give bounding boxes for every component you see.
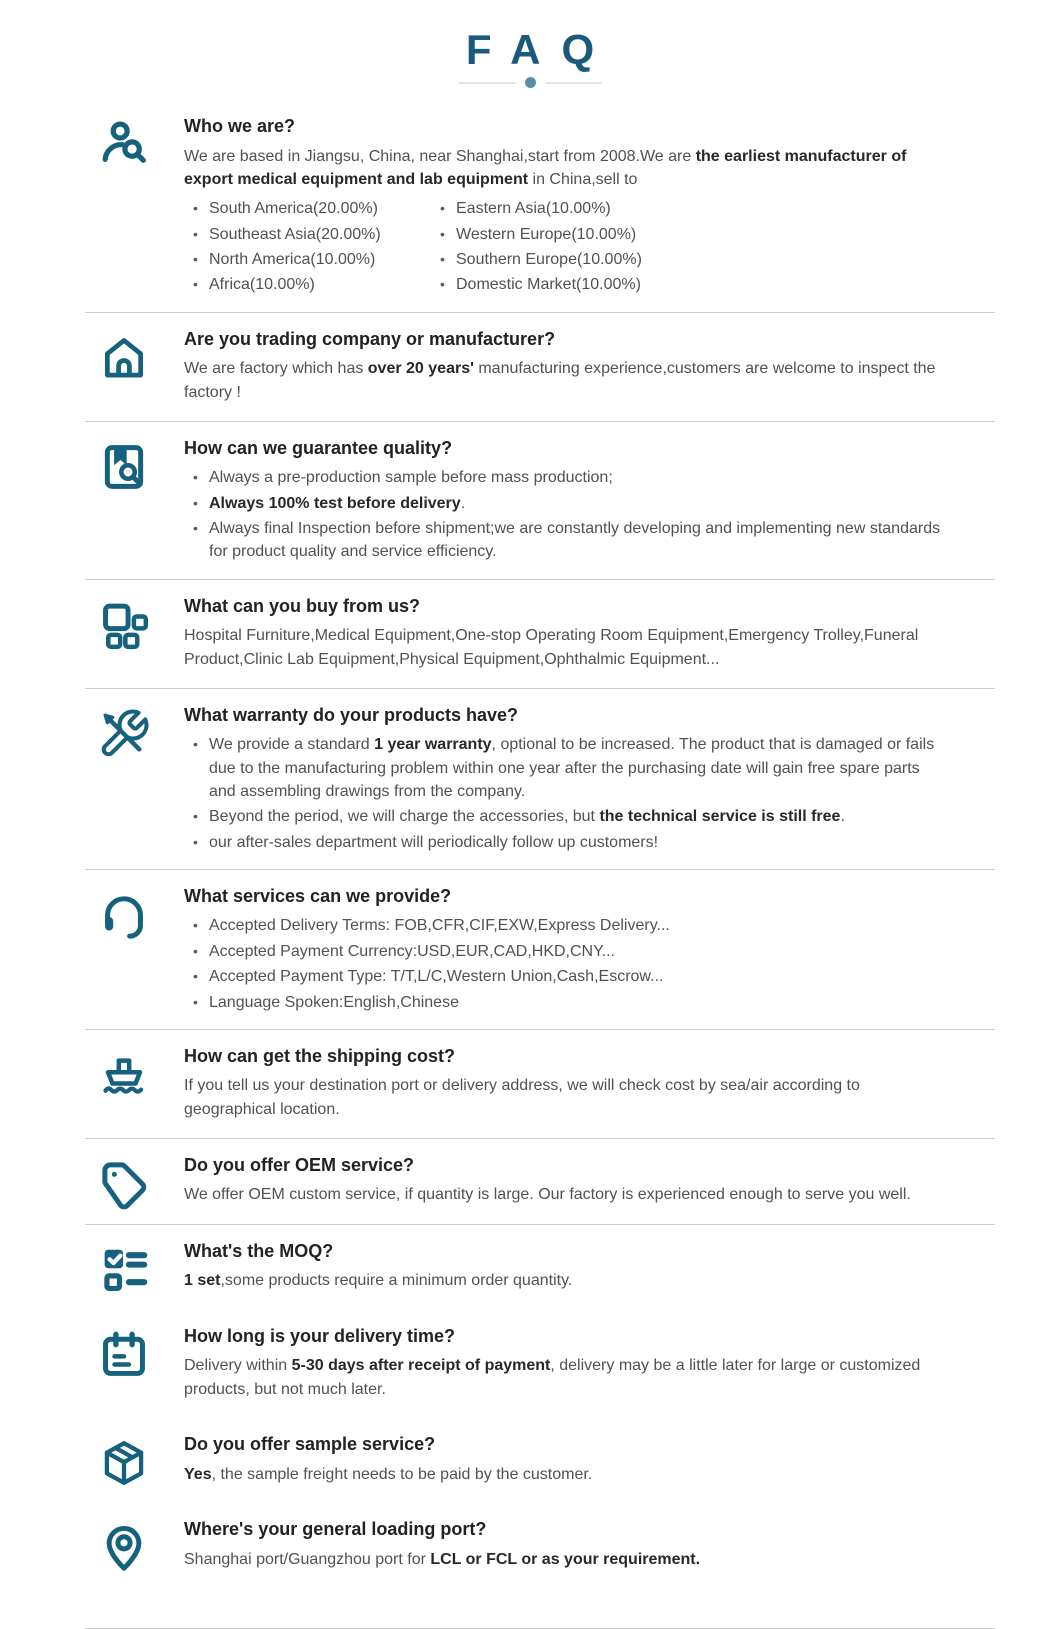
bullet-item: [193, 914, 948, 937]
section-icon-column: [97, 1325, 184, 1405]
bullet-item: [193, 991, 948, 1014]
answer-paragraph: [184, 1354, 948, 1401]
text: , optional to be increased. The product that is damaged or fails due to the manufacturing problem within one year after the purchasing date will gain free spare parts and assembling drawings from the company.: [209, 736, 935, 800]
bullet-item: [193, 248, 431, 271]
answer-paragraph: [184, 145, 948, 192]
home-icon: [97, 331, 151, 385]
bullet-columns: [184, 197, 948, 298]
section-text-column: [184, 885, 948, 1016]
bold-text: Yes: [184, 1465, 212, 1483]
text: Accepted Payment Type: T/T,L/C,Western Union,Cash,Escrow...: [209, 968, 664, 986]
text: Africa(10.00%): [209, 276, 315, 294]
question-title: What warranty do your products have?: [184, 704, 519, 725]
package-icon: [97, 1436, 151, 1490]
section-body: [184, 733, 948, 854]
faq-header: [0, 26, 1060, 88]
text: Accepted Delivery Terms: FOB,CFR,CIF,EXW,Express Delivery...: [209, 917, 670, 935]
section-body: [184, 1074, 948, 1121]
question-title: Who we are?: [184, 116, 296, 137]
text: Language Spoken:English,Chinese: [209, 993, 459, 1011]
text: If you tell us your destination port or delivery address, we will check cost by sea/air according to geographical location.: [184, 1077, 860, 1118]
text: in China,sell to: [528, 171, 638, 189]
section-text-column: [184, 1433, 948, 1490]
section-body: [184, 145, 948, 299]
faq-section: [0, 313, 1060, 421]
section-body: [184, 1354, 948, 1401]
text: Hospital Furniture,Medical Equipment,One-stop Operating Room Equipment,Emergency Trolley,Funeral Product,Clinic Lab Equipment,Physical Equipment,Ophthalmic Equipment...: [184, 627, 919, 668]
section-text-column: [184, 437, 948, 566]
bullet-item: [193, 273, 431, 296]
question-title: How long is your delivery time?: [184, 1326, 456, 1347]
section-icon-column: [97, 704, 184, 856]
answer-paragraph: [184, 1183, 948, 1206]
question-title: How can get the shipping cost?: [184, 1045, 456, 1066]
question-title: What can you buy from us?: [184, 595, 421, 616]
ship-icon: [97, 1048, 151, 1102]
tools-icon: [97, 707, 151, 761]
bullet-item: [440, 273, 948, 296]
bullet-item: [440, 223, 948, 246]
text: We are based in Jiangsu, China, near Shanghai,start from 2008.We are: [184, 147, 696, 165]
bullet-item: [193, 805, 948, 828]
text: Accepted Payment Currency:USD,EUR,CAD,HKD,CNY...: [209, 942, 616, 960]
section-icon-column: [97, 437, 184, 566]
faq-section: [0, 580, 1060, 688]
headset-icon: [97, 888, 151, 942]
bullet-item: [440, 197, 948, 220]
section-icon-column: [97, 885, 184, 1016]
section-icon-column: [97, 595, 184, 675]
question-title: What services can we provide?: [184, 886, 452, 907]
text: We offer OEM custom service, if quantity is large. Our factory is experienced enough to serve you well.: [184, 1186, 911, 1204]
section-icon-column: [97, 1240, 184, 1297]
bold-text: Always 100% test before delivery: [209, 494, 461, 512]
text: manufacturing experience,customers are welcome to inspect the factory !: [184, 360, 936, 401]
text: Always a pre-production sample before mass production;: [209, 469, 613, 487]
bold-text: LCL or FCL or as your requirement.: [430, 1550, 701, 1568]
section-text-column: [184, 328, 948, 408]
bullet-item: [193, 733, 948, 803]
text: , delivery may be a little later for large or customized products, but not much later.: [184, 1357, 921, 1398]
bullet-list: [431, 197, 948, 298]
text: Southern Europe(10.00%): [456, 251, 642, 269]
bullet-item: [193, 965, 948, 988]
divider-line-right-icon: [545, 82, 602, 84]
section-text-column: [184, 1045, 948, 1125]
section-body: [184, 1548, 948, 1571]
user-search-icon: [97, 118, 151, 172]
section-body: [184, 914, 948, 1013]
faq-list: [0, 88, 1060, 1629]
text: We provide a standard: [209, 736, 375, 754]
section-text-column: [184, 1154, 948, 1211]
faq-section: [0, 689, 1060, 869]
text: We are factory which has: [184, 360, 368, 378]
bullet-item: [193, 492, 948, 515]
bullet-item: [193, 223, 431, 246]
page-title: FAQ: [465, 26, 616, 73]
bold-text: 5-30 days after receipt of payment: [291, 1357, 551, 1375]
text: Eastern Asia(10.00%): [456, 200, 611, 218]
bullet-item: [440, 248, 948, 271]
faq-section: [0, 1310, 1060, 1418]
checklist-icon: [97, 1243, 151, 1297]
location-pin-icon: [97, 1521, 151, 1575]
section-body: [184, 1183, 948, 1206]
faq-section: [0, 1418, 1060, 1503]
book-search-icon: [97, 440, 151, 494]
bullet-list: [184, 914, 948, 1013]
tag-icon: [97, 1157, 151, 1211]
text: Beyond the period, we will charge the accessories, but: [209, 808, 600, 826]
section-icon-column: [97, 1045, 184, 1125]
faq-section: [0, 1225, 1060, 1310]
bullet-list: [184, 466, 948, 563]
text: Southeast Asia(20.00%): [209, 225, 381, 243]
text: South America(20.00%): [209, 200, 378, 218]
faq-section: [0, 870, 1060, 1029]
section-text-column: [184, 1518, 948, 1575]
section-icon-column: [97, 1154, 184, 1211]
bold-text: 1 year warranty: [374, 736, 492, 754]
faq-section: [0, 1030, 1060, 1138]
calendar-icon: [97, 1328, 151, 1382]
bullet-item: [193, 466, 948, 489]
section-body: [184, 624, 948, 671]
divider-line-left-icon: [459, 82, 516, 84]
bullet-item: [193, 197, 431, 220]
section-text-column: [184, 115, 948, 299]
divider-dot-icon: [525, 77, 536, 88]
section-body: [184, 357, 948, 404]
section-icon-column: [97, 328, 184, 408]
faq-section: [0, 422, 1060, 579]
bullet-item: [193, 517, 948, 564]
bullet-item: [193, 831, 948, 854]
answer-paragraph: [184, 357, 948, 404]
answer-paragraph: [184, 1074, 948, 1121]
section-body: [184, 466, 948, 563]
question-title: Where's your general loading port?: [184, 1519, 487, 1540]
answer-paragraph: [184, 624, 948, 671]
bold-text: the earliest manufacturer of export medical equipment and lab equipment: [184, 147, 907, 189]
section-body: [184, 1269, 948, 1292]
text: Shanghai port/Guangzhou port for: [184, 1550, 431, 1568]
answer-paragraph: [184, 1463, 948, 1486]
bullet-list: [184, 733, 948, 854]
text: our after-sales department will periodically follow up customers!: [209, 833, 659, 851]
faq-section: [0, 1503, 1060, 1588]
bold-text: over 20 years': [367, 360, 474, 378]
section-text-column: [184, 1325, 948, 1405]
section-body: [184, 1463, 948, 1486]
section-text-column: [184, 1240, 948, 1297]
question-title: How can we guarantee quality?: [184, 437, 453, 458]
text: Always final Inspection before shipment;we are constantly developing and implementing new standards for product quality and service efficiency.: [209, 520, 941, 561]
question-title: What's the MOQ?: [184, 1241, 334, 1262]
text: .: [840, 808, 845, 826]
text: Western Europe(10.00%): [456, 225, 637, 243]
faq-section: [0, 1139, 1060, 1224]
text: ,some products require a minimum order quantity.: [220, 1272, 573, 1290]
answer-paragraph: [184, 1269, 948, 1292]
answer-paragraph: [184, 1548, 948, 1571]
section-icon-column: [97, 115, 184, 299]
section-text-column: [184, 595, 948, 675]
bullet-item: [193, 940, 948, 963]
text: Delivery within: [184, 1357, 292, 1375]
faq-section: [0, 100, 1060, 312]
text: .: [460, 494, 466, 512]
bold-text: 1 set: [184, 1272, 221, 1290]
title-divider: [0, 77, 1060, 88]
text: North America(10.00%): [209, 251, 376, 269]
bold-text: the technical service is still free: [599, 808, 841, 826]
bullet-list: [184, 197, 431, 298]
text: Domestic Market(10.00%): [456, 276, 641, 294]
question-title: Are you trading company or manufacturer?: [184, 328, 556, 349]
squares-icon: [97, 598, 151, 652]
section-icon-column: [97, 1518, 184, 1575]
section-text-column: [184, 704, 948, 856]
question-title: Do you offer OEM service?: [184, 1155, 415, 1176]
text: , the sample freight needs to be paid by the customer.: [211, 1465, 593, 1483]
section-icon-column: [97, 1433, 184, 1490]
question-title: Do you offer sample service?: [184, 1434, 436, 1455]
